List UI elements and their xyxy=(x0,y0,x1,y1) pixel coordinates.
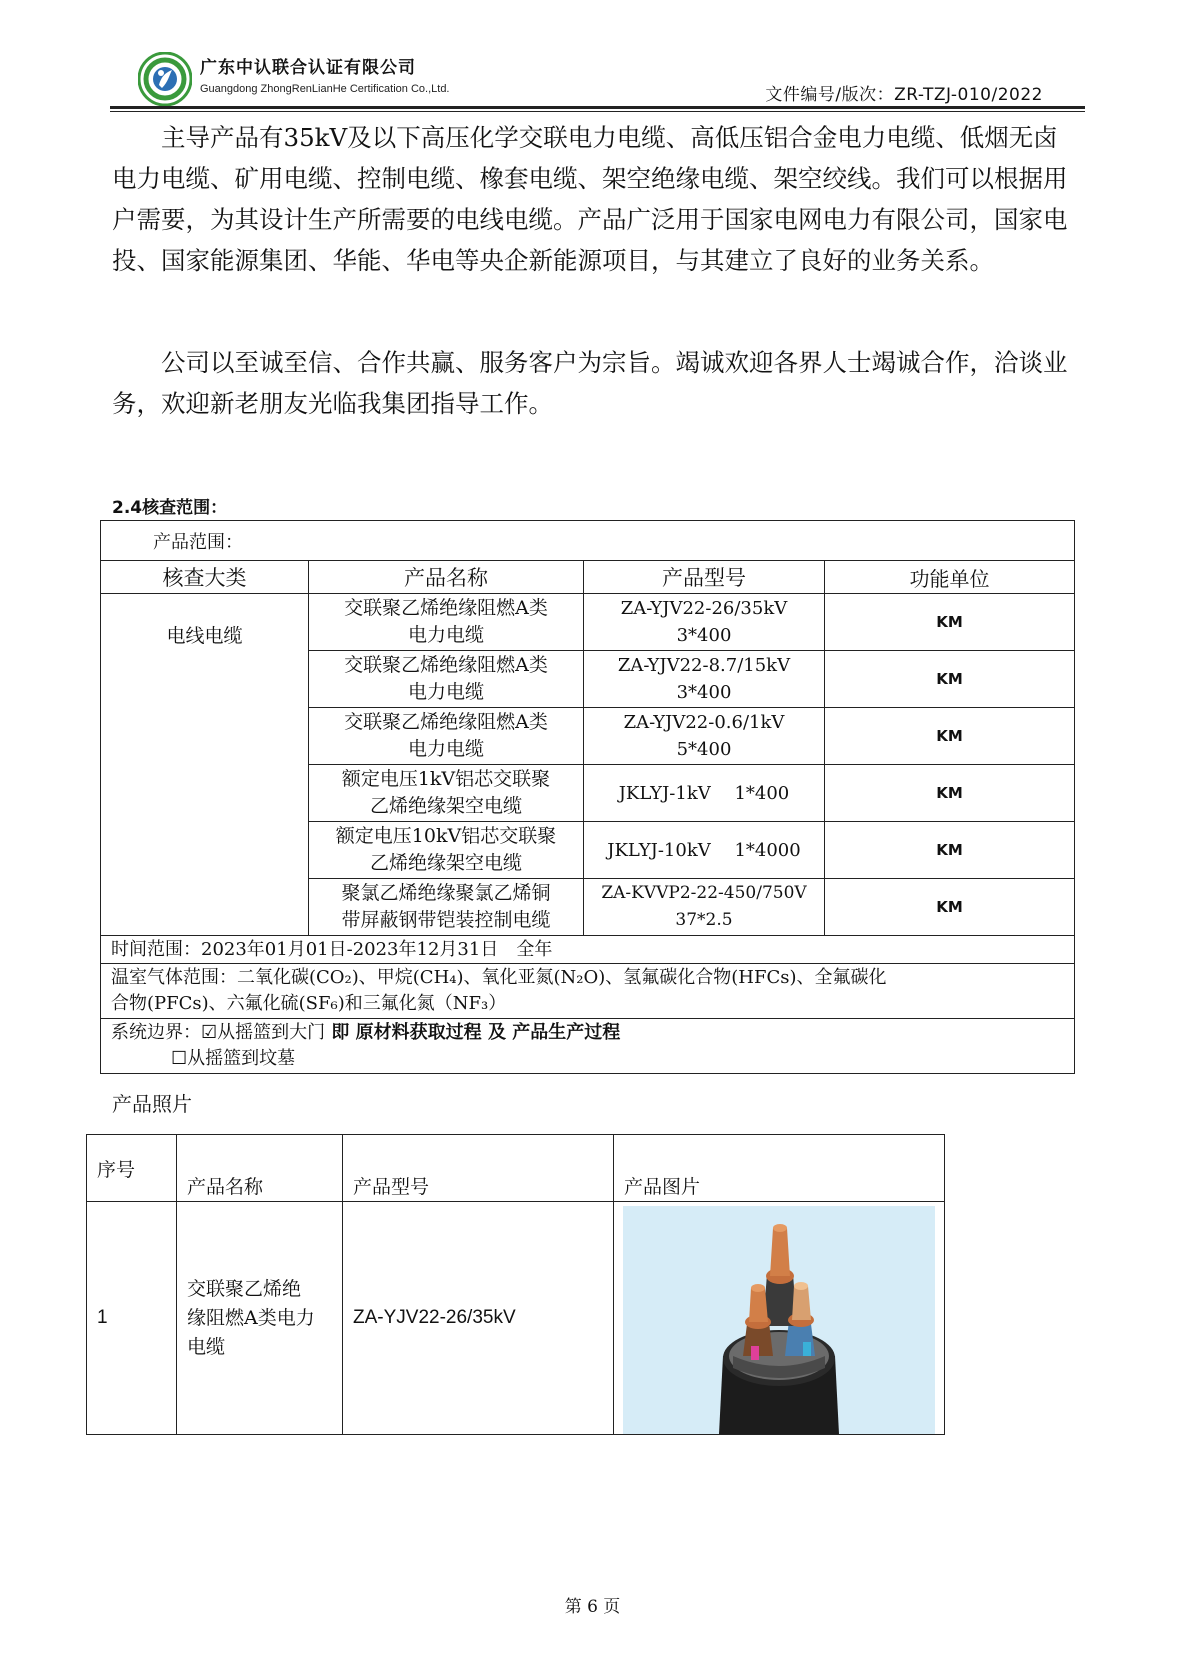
cable-cross-section-image xyxy=(623,1206,935,1434)
category-cell: 电线电缆 xyxy=(101,594,309,936)
photo-row-name-line: 交联聚乙烯绝 xyxy=(187,1277,302,1300)
product-photo-caption: 产品照片 xyxy=(112,1092,192,1116)
company-logo-icon xyxy=(138,52,192,106)
product-model-cell xyxy=(584,594,825,651)
header-product-model: 产品型号 xyxy=(584,561,825,594)
product-name-cell xyxy=(309,765,584,822)
scope-table xyxy=(100,520,1075,1074)
company-name-cn: 广东中认联合认证有限公司 xyxy=(200,58,416,78)
page-number: 第 6 页 xyxy=(564,1597,621,1617)
product-name-line: 电力电缆 xyxy=(407,738,484,760)
photo-row-name-line: 缘阻燃A类电力 xyxy=(187,1306,315,1329)
photo-row-name-line: 电缆 xyxy=(187,1335,226,1358)
header-functional-unit: 功能单位 xyxy=(825,561,1075,594)
product-name-line: 交联聚乙烯绝缘阻燃A类 xyxy=(344,711,548,733)
unit-cell: KM xyxy=(825,822,1075,879)
product-name-line: 带屏蔽钢带铠装控制电缆 xyxy=(341,909,551,931)
product-model-cell xyxy=(584,708,825,765)
product-range-label: 产品范围： xyxy=(101,521,1075,561)
product-model-line: ZA-YJV22-8.7/15kV xyxy=(617,655,791,676)
header-category: 核查大类 xyxy=(101,561,309,594)
ghg-scope-line: 合物(PFCs)、六氟化硫(SF₆)和三氟化氮（NF₃） xyxy=(111,993,507,1014)
boundary-option-detail: 即 原材料获取过程 及 产品生产过程 xyxy=(325,1022,621,1043)
product-name-line: 交联聚乙烯绝缘阻燃A类 xyxy=(344,654,548,676)
product-name-cell xyxy=(309,879,584,936)
photo-row-image xyxy=(614,1202,945,1435)
product-model-line: ZA-YJV22-0.6/1kV xyxy=(623,712,785,733)
boundary-option-cradle-to-gate: ☑从摇篮到大门 xyxy=(201,1022,326,1043)
product-model-line: 3*400 xyxy=(676,625,732,646)
photo-row-no: 1 xyxy=(87,1202,177,1435)
unit-cell: KM xyxy=(825,594,1075,651)
product-model-cell xyxy=(584,879,825,936)
product-photo-table xyxy=(86,1134,945,1435)
product-name-line: 额定电压1kV铝芯交联聚 xyxy=(341,768,551,790)
table-row xyxy=(101,594,1075,651)
product-name-line: 聚氯乙烯绝缘聚氯乙烯铜 xyxy=(341,882,551,904)
table-row xyxy=(87,1202,945,1435)
ghg-scope-line: 温室气体范围：二氧化碳(CO₂)、甲烷(CH₄)、氧化亚氮(N₂O)、氢氟碳化合物(HFCs)、全氟碳化 xyxy=(111,967,887,988)
header-product-name: 产品名称 xyxy=(309,561,584,594)
unit-cell: KM xyxy=(825,879,1075,936)
unit-cell: KM xyxy=(825,765,1075,822)
intro-paragraph-mission: 公司以至诚至信、合作共赢、服务客户为宗旨。竭诚欢迎各界人士竭诚合作，洽谈业务，欢迎新老朋友光临我集团指导工作。 xyxy=(112,348,1068,418)
page-header xyxy=(110,48,1085,114)
time-range: 时间范围：2023年01月01日-2023年12月31日 全年 xyxy=(101,936,1075,964)
unit-cell: KM xyxy=(825,708,1075,765)
photo-row-model: ZA-YJV22-26/35kV xyxy=(343,1202,614,1435)
product-name-line: 乙烯绝缘架空电缆 xyxy=(369,852,522,874)
product-model-cell xyxy=(584,822,825,879)
product-name-line: 交联聚乙烯绝缘阻燃A类 xyxy=(344,597,548,619)
intro-paragraph-products: 主导产品有35kV及以下高压化学交联电力电缆、高低压铝合金电力电缆、低烟无卤电力电缆、矿用电缆、控制电缆、橡套电缆、架空绝缘电缆、架空绞线。我们可以根据用户需要，为其设计生产所需要的电线电缆。产品广泛用于国家电网电力有限公司，国家电投、国家能源集团、华能、华电等央企新能源项目，与其建立了良好的业务关系。 xyxy=(112,123,1068,275)
product-name-line: 电力电缆 xyxy=(407,681,484,703)
system-boundary xyxy=(101,1019,1075,1074)
photo-header-name: 产品名称 xyxy=(177,1135,343,1202)
product-name-cell xyxy=(309,651,584,708)
header-rule-thin xyxy=(110,111,1085,112)
product-model-line: JKLYJ-1kV 1*400 xyxy=(618,782,790,804)
company-name-en: Guangdong ZhongRenLianHe Certification Co.,Ltd. xyxy=(200,83,450,95)
product-model-cell xyxy=(584,765,825,822)
product-name-line: 电力电缆 xyxy=(407,624,484,646)
product-model-cell xyxy=(584,651,825,708)
product-model-line: ZA-KVVP2-22-450/750V xyxy=(601,883,807,903)
product-name-cell xyxy=(309,708,584,765)
boundary-option-cradle-to-grave: ☐从摇篮到坟墓 xyxy=(171,1048,296,1069)
product-model-line: ZA-YJV22-26/35kV xyxy=(620,598,788,619)
product-model-line: JKLYJ-10kV 1*4000 xyxy=(607,839,801,861)
photo-header-model: 产品型号 xyxy=(343,1135,614,1202)
product-name-cell xyxy=(309,594,584,651)
system-boundary-label: 系统边界： xyxy=(111,1022,201,1043)
header-rule-thick xyxy=(110,106,1085,109)
ghg-scope xyxy=(101,964,1075,1019)
document-number: 文件编号/版次：ZR-TZJ-010/2022 xyxy=(765,85,1043,105)
product-model-line: 3*400 xyxy=(676,682,732,703)
product-name-line: 乙烯绝缘架空电缆 xyxy=(369,795,522,817)
product-model-line: 5*400 xyxy=(676,739,732,760)
photo-row-name xyxy=(177,1202,343,1435)
photo-header-no: 序号 xyxy=(87,1135,177,1202)
section-title-scope: 2.4核查范围： xyxy=(112,498,228,518)
unit-cell: KM xyxy=(825,651,1075,708)
product-name-cell xyxy=(309,822,584,879)
photo-header-image: 产品图片 xyxy=(614,1135,945,1202)
product-model-line: 37*2.5 xyxy=(675,910,733,930)
product-name-line: 额定电压10kV铝芯交联聚 xyxy=(335,825,557,847)
